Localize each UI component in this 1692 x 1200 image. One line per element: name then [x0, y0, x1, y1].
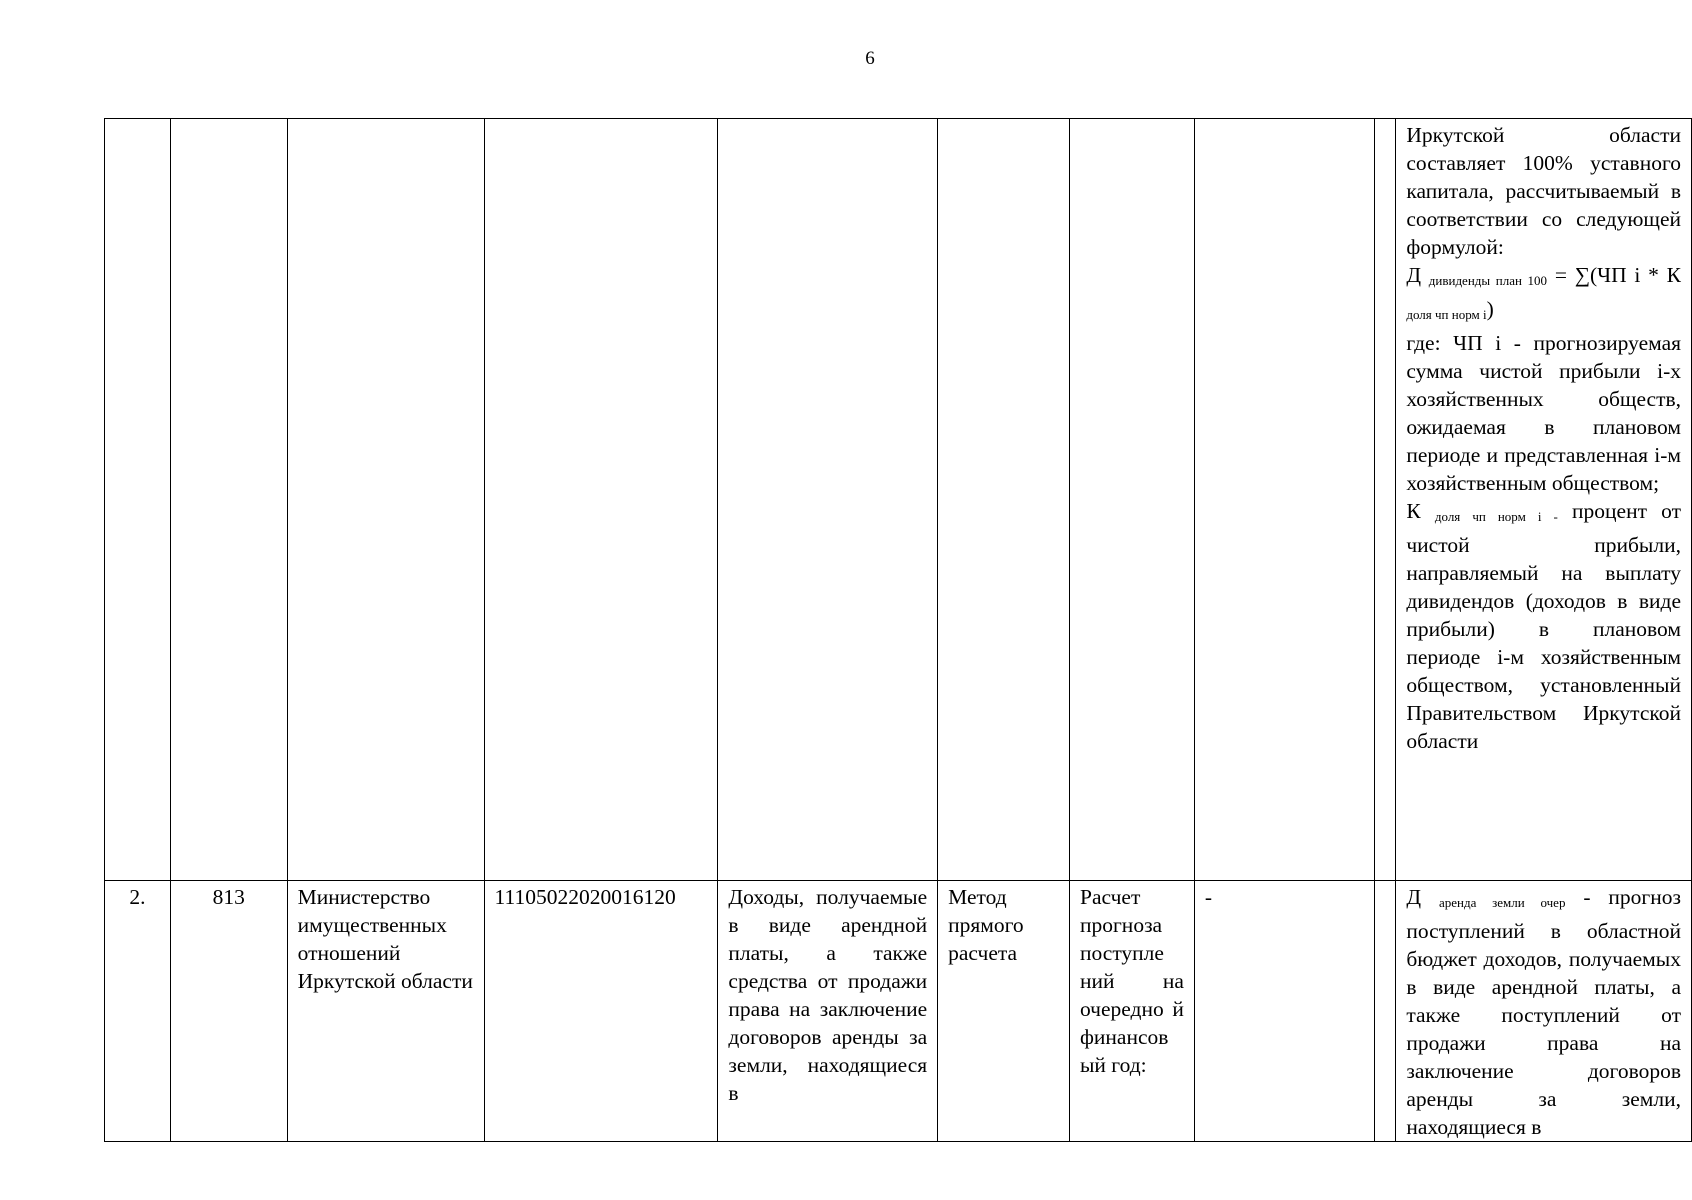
table-row	[105, 119, 1692, 881]
cell-administrator	[287, 119, 484, 881]
cell-row-number: 2.	[105, 881, 171, 1142]
cell-kbk: 11105022020016120	[484, 881, 718, 1142]
dividend-formula	[1406, 261, 1681, 329]
cell-income-name: Доходы, получаемые в виде арендной платы, а также средства от продажи права на заключение договоров аренды за земли, находящиеся в	[718, 881, 938, 1142]
formula-symbol: Д	[1406, 263, 1422, 287]
cell-admin-code	[170, 119, 287, 881]
formula-close: )	[1486, 297, 1494, 321]
cell-description	[1396, 119, 1692, 881]
cell-row-number	[105, 119, 171, 881]
term-subscript: доля чп норм i -	[1434, 509, 1558, 524]
revenue-methodology-table	[104, 118, 1692, 1142]
cell-kbk	[484, 119, 718, 881]
description-text: - прогноз поступлений в областной бюджет доходов, получаемых в виде арендной платы, а также поступлений от продажи права на заключение договоров аренды за земли, находящиеся в	[1406, 885, 1682, 1139]
table-row	[105, 881, 1692, 1142]
cell-administrator: Министерство имущественных отношений Иркутской области	[287, 881, 484, 1142]
description-symbol: Д	[1406, 885, 1422, 909]
cell-method	[938, 119, 1070, 881]
cell-formula	[1069, 119, 1194, 881]
cell-algorithm	[1194, 119, 1374, 881]
cell-spacer	[1375, 119, 1396, 881]
cell-description	[1396, 881, 1692, 1142]
cell-algorithm: -	[1194, 881, 1374, 1142]
description-paragraph: Иркутской области составляет 100% уставного капитала, рассчитываемый в соответствии со следующей формулой:	[1406, 123, 1681, 259]
term-text: процент от чистой прибыли, направляемый на выплату дивидендов (доходов в виде прибыли) в плановом периоде i-м хозяйственным обществом, установленный Правительством Иркутской области	[1406, 499, 1681, 753]
formula-subscript: доля чп норм i	[1406, 307, 1487, 322]
cell-formula: Расчет прогноза поступле ний на очередно й финансов ый год:	[1069, 881, 1194, 1142]
formula-subscript: дивиденды план 100	[1428, 273, 1548, 288]
cell-income-name	[718, 119, 938, 881]
page-number: 6	[865, 48, 875, 69]
cell-spacer	[1375, 881, 1396, 1142]
cell-admin-code: 813	[170, 881, 287, 1142]
description-paragraph: где: ЧП i - прогнозируемая сумма чистой прибыли i-х хозяйственных обществ, ожидаемая в плановом периоде и представленная i-м хозяйственным обществом;	[1406, 331, 1681, 495]
description-subscript: аренда земли очер	[1438, 895, 1566, 910]
term-symbol: К	[1406, 499, 1421, 523]
formula-rhs: = ∑(ЧП i * К	[1554, 263, 1681, 287]
description-term	[1406, 497, 1681, 755]
cell-method: Метод прямого расчета	[938, 881, 1070, 1142]
